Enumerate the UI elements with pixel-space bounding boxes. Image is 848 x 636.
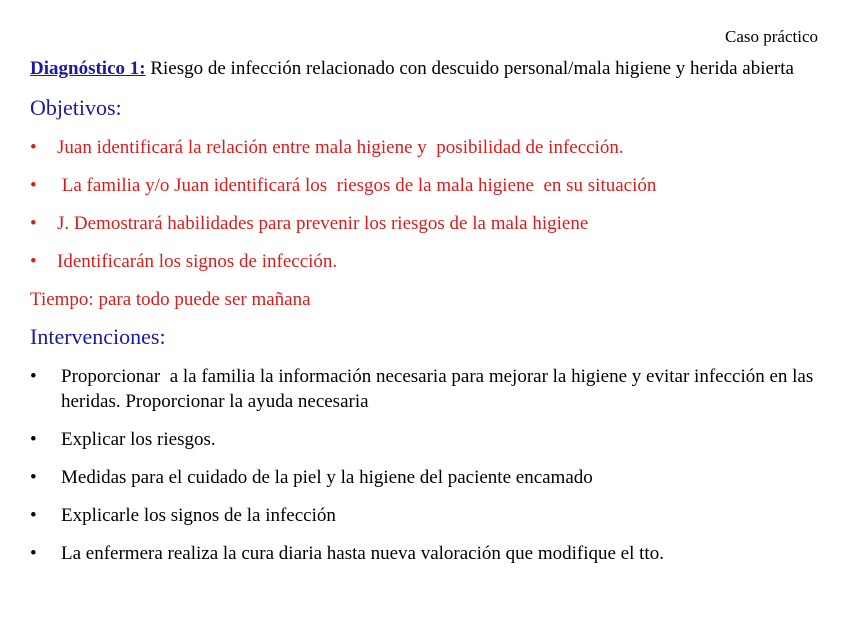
diagnosis-text: Riesgo de infección relacionado con descuido personal/mala higiene y herida abierta	[145, 58, 794, 79]
objective-text: Identificarán los signos de infección.	[57, 251, 338, 272]
intervention-text: Proporcionar a la familia la información necesaria para mejorar la higiene y evitar infección en las heridas. Proporcionar la ayuda necesaria	[61, 366, 819, 412]
objective-item	[30, 173, 820, 198]
intervention-item	[30, 541, 820, 566]
time-note: Tiempo: para todo puede ser mañana	[30, 289, 311, 310]
bullet-icon: •	[30, 505, 37, 526]
interventions-list	[30, 364, 820, 566]
objective-item	[30, 211, 820, 236]
bullet-icon: •	[30, 429, 37, 450]
objectives-list	[30, 135, 820, 274]
intervention-text: La enfermera realiza la cura diaria hasta nueva valoración que modifique el tto.	[61, 543, 664, 564]
bullet-icon: •	[30, 543, 37, 564]
bullet-icon: •	[30, 213, 37, 234]
bullet-icon: •	[30, 175, 37, 196]
slide-content	[30, 56, 820, 579]
objective-item	[30, 135, 820, 160]
objective-text: Juan identificará la relación entre mala higiene y posibilidad de infección.	[57, 137, 624, 158]
objective-text: J. Demostrará habilidades para prevenir los riesgos de la mala higiene	[57, 213, 589, 234]
diagnosis-label: Diagnóstico 1:	[30, 58, 146, 79]
bullet-icon: •	[30, 251, 37, 272]
intervention-text: Medidas para el cuidado de la piel y la higiene del paciente encamado	[61, 467, 593, 488]
objective-item	[30, 249, 820, 274]
bullet-icon: •	[30, 137, 37, 158]
case-title: Caso práctico	[725, 27, 818, 46]
intervention-item	[30, 503, 820, 528]
bullet-icon: •	[30, 467, 37, 488]
intervention-item	[30, 465, 820, 490]
objectives-heading: Objetivos:	[30, 95, 122, 120]
intervention-text: Explicar los riesgos.	[61, 429, 216, 450]
intervention-item	[30, 427, 820, 452]
bullet-icon: •	[30, 366, 37, 387]
interventions-heading: Intervenciones:	[30, 324, 166, 349]
diagnosis-paragraph	[30, 56, 820, 81]
intervention-item	[30, 364, 820, 414]
objective-text: La familia y/o Juan identificará los riesgos de la mala higiene en su situación	[57, 175, 657, 196]
intervention-text: Explicarle los signos de la infección	[61, 505, 336, 526]
